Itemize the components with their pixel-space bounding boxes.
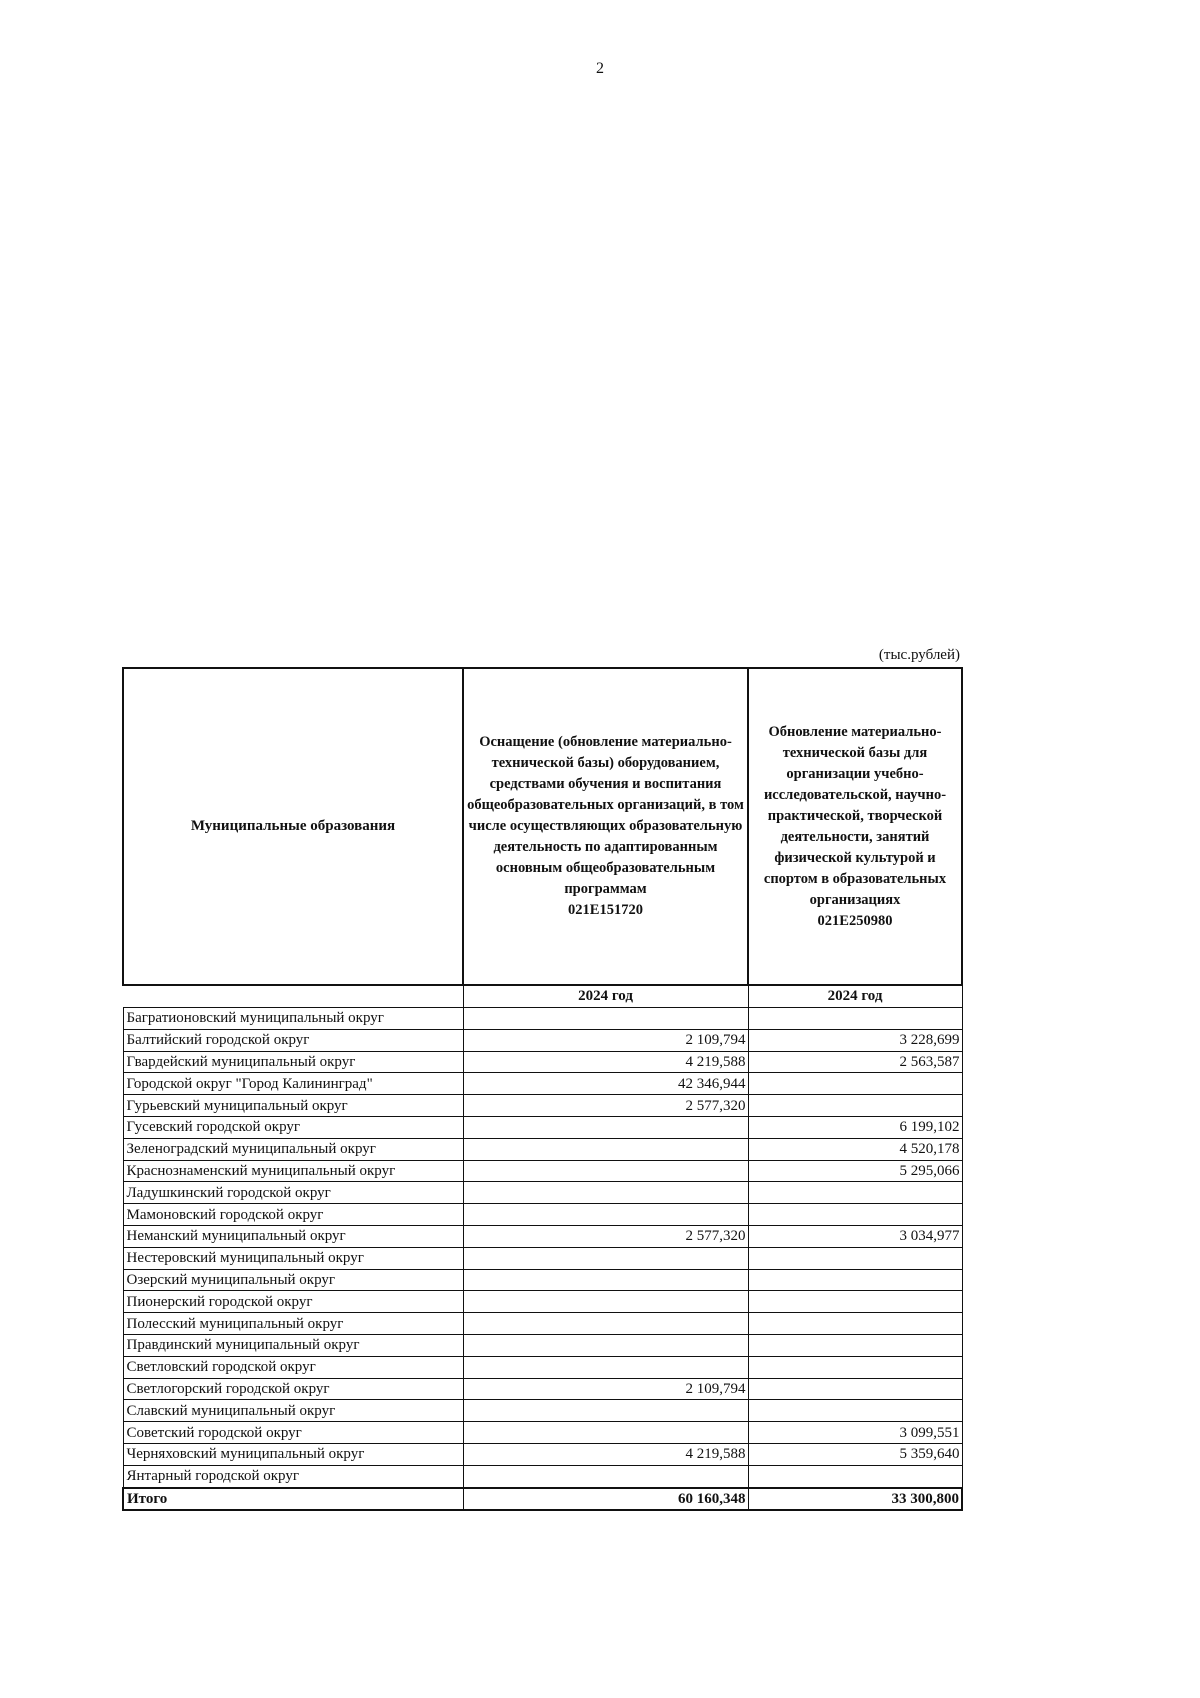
facilities-value: 3 034,977 bbox=[748, 1225, 962, 1247]
municipality-name: Ладушкинский городской округ bbox=[123, 1182, 463, 1204]
units-label: (тыс.рублей) bbox=[878, 647, 960, 663]
table-row bbox=[123, 1225, 962, 1247]
facilities-value bbox=[748, 1095, 962, 1117]
equipment-value: 2 577,320 bbox=[463, 1225, 748, 1247]
municipality-name: Черняховский муниципальный округ bbox=[123, 1443, 463, 1465]
equipment-value bbox=[463, 1116, 748, 1138]
facilities-value bbox=[748, 1204, 962, 1226]
header-blank bbox=[123, 985, 463, 1008]
facilities-value bbox=[748, 1356, 962, 1378]
table-row bbox=[123, 1204, 962, 1226]
municipality-name: Городской округ "Город Калининград" bbox=[123, 1073, 463, 1095]
table-row bbox=[123, 1160, 962, 1182]
table-row bbox=[123, 1400, 962, 1422]
municipality-name: Озерский муниципальный округ bbox=[123, 1269, 463, 1291]
header-municipalities: Муниципальные образования bbox=[123, 668, 463, 985]
facilities-value: 5 359,640 bbox=[748, 1443, 962, 1465]
municipality-name: Нестеровский муниципальный округ bbox=[123, 1247, 463, 1269]
table-row bbox=[123, 1008, 962, 1030]
equipment-value: 2 109,794 bbox=[463, 1029, 748, 1051]
equipment-value bbox=[463, 1138, 748, 1160]
facilities-value: 3 099,551 bbox=[748, 1422, 962, 1444]
facilities-value: 6 199,102 bbox=[748, 1116, 962, 1138]
header-facilities-code: 021E250980 bbox=[817, 912, 893, 929]
table-row bbox=[123, 1356, 962, 1378]
equipment-value: 42 346,944 bbox=[463, 1073, 748, 1095]
municipality-name: Правдинский муниципальный округ bbox=[123, 1334, 463, 1356]
facilities-value bbox=[748, 1008, 962, 1030]
table-body bbox=[123, 1008, 962, 1511]
table-row bbox=[123, 1029, 962, 1051]
municipality-name: Балтийский городской округ bbox=[123, 1029, 463, 1051]
municipality-name: Багратионовский муниципальный округ bbox=[123, 1008, 463, 1030]
table-row bbox=[123, 1095, 962, 1117]
header-equipment-code: 021E151720 bbox=[568, 902, 643, 918]
facilities-value bbox=[748, 1465, 962, 1487]
header-equipment-title: Оснащение (обновление материально-технической базы) оборудованием, средствами обучения и воспитания общеобразовательных организаций, в том числе осуществляющих образовательную деятельность по адаптированным основным общеобразовательным программам bbox=[467, 734, 744, 897]
total-equipment-value: 60 160,348 bbox=[463, 1488, 748, 1511]
municipality-name: Славский муниципальный округ bbox=[123, 1400, 463, 1422]
equipment-value bbox=[463, 1269, 748, 1291]
facilities-value: 2 563,587 bbox=[748, 1051, 962, 1073]
table-row bbox=[123, 1116, 962, 1138]
facilities-value bbox=[748, 1400, 962, 1422]
equipment-value bbox=[463, 1334, 748, 1356]
facilities-value bbox=[748, 1073, 962, 1095]
table-row bbox=[123, 1313, 962, 1335]
equipment-value: 4 219,588 bbox=[463, 1051, 748, 1073]
equipment-value bbox=[463, 1422, 748, 1444]
header-year-facilities: 2024 год bbox=[748, 985, 962, 1008]
facilities-value bbox=[748, 1378, 962, 1400]
table-row bbox=[123, 1465, 962, 1487]
equipment-value bbox=[463, 1356, 748, 1378]
total-row bbox=[123, 1488, 962, 1511]
equipment-value: 2 109,794 bbox=[463, 1378, 748, 1400]
equipment-value bbox=[463, 1291, 748, 1313]
facilities-value bbox=[748, 1334, 962, 1356]
table-row bbox=[123, 1182, 962, 1204]
equipment-value bbox=[463, 1160, 748, 1182]
header-equipment-column bbox=[463, 668, 748, 985]
municipality-name: Советский городской округ bbox=[123, 1422, 463, 1444]
facilities-value: 3 228,699 bbox=[748, 1029, 962, 1051]
municipality-name: Полесский муниципальный округ bbox=[123, 1313, 463, 1335]
table-row bbox=[123, 1422, 962, 1444]
budget-table-container bbox=[122, 667, 961, 1511]
municipality-name: Гусевский городской округ bbox=[123, 1116, 463, 1138]
facilities-value bbox=[748, 1247, 962, 1269]
municipality-name: Гвардейский муниципальный округ bbox=[123, 1051, 463, 1073]
municipality-name: Гурьевский муниципальный округ bbox=[123, 1095, 463, 1117]
table-row bbox=[123, 1269, 962, 1291]
facilities-value bbox=[748, 1182, 962, 1204]
table-row bbox=[123, 1051, 962, 1073]
page-number: 2 bbox=[596, 60, 604, 77]
facilities-value: 5 295,066 bbox=[748, 1160, 962, 1182]
municipality-name: Пионерский городской округ bbox=[123, 1291, 463, 1313]
facilities-value bbox=[748, 1291, 962, 1313]
equipment-value: 4 219,588 bbox=[463, 1443, 748, 1465]
table-row bbox=[123, 1247, 962, 1269]
equipment-value bbox=[463, 1465, 748, 1487]
facilities-value: 4 520,178 bbox=[748, 1138, 962, 1160]
municipality-name: Неманский муниципальный округ bbox=[123, 1225, 463, 1247]
table-row bbox=[123, 1073, 962, 1095]
table-row bbox=[123, 1378, 962, 1400]
total-label: Итого bbox=[123, 1488, 463, 1511]
header-facilities-title: Обновление материально-технической базы для организации учебно-исследовательской, научно-практической, творческой деятельности, занятий физической культурой и спортом в образовательных организациях bbox=[763, 723, 947, 908]
equipment-value bbox=[463, 1247, 748, 1269]
table-row bbox=[123, 1334, 962, 1356]
budget-table bbox=[122, 667, 963, 1511]
municipality-name: Краснознаменский муниципальный округ bbox=[123, 1160, 463, 1182]
municipality-name: Светлогорский городской округ bbox=[123, 1378, 463, 1400]
table-row bbox=[123, 1138, 962, 1160]
municipality-name: Мамоновский городской округ bbox=[123, 1204, 463, 1226]
equipment-value bbox=[463, 1008, 748, 1030]
facilities-value bbox=[748, 1269, 962, 1291]
equipment-value bbox=[463, 1313, 748, 1335]
municipality-name: Зеленоградский муниципальный округ bbox=[123, 1138, 463, 1160]
equipment-value bbox=[463, 1182, 748, 1204]
table-row bbox=[123, 1443, 962, 1465]
municipality-name: Светловский городской округ bbox=[123, 1356, 463, 1378]
equipment-value bbox=[463, 1400, 748, 1422]
table-row bbox=[123, 1291, 962, 1313]
total-facilities-value: 33 300,800 bbox=[748, 1488, 962, 1511]
header-year-equipment: 2024 год bbox=[463, 985, 748, 1008]
municipality-name: Янтарный городской округ bbox=[123, 1465, 463, 1487]
facilities-value bbox=[748, 1313, 962, 1335]
header-facilities-column bbox=[748, 668, 962, 985]
equipment-value bbox=[463, 1204, 748, 1226]
equipment-value: 2 577,320 bbox=[463, 1095, 748, 1117]
